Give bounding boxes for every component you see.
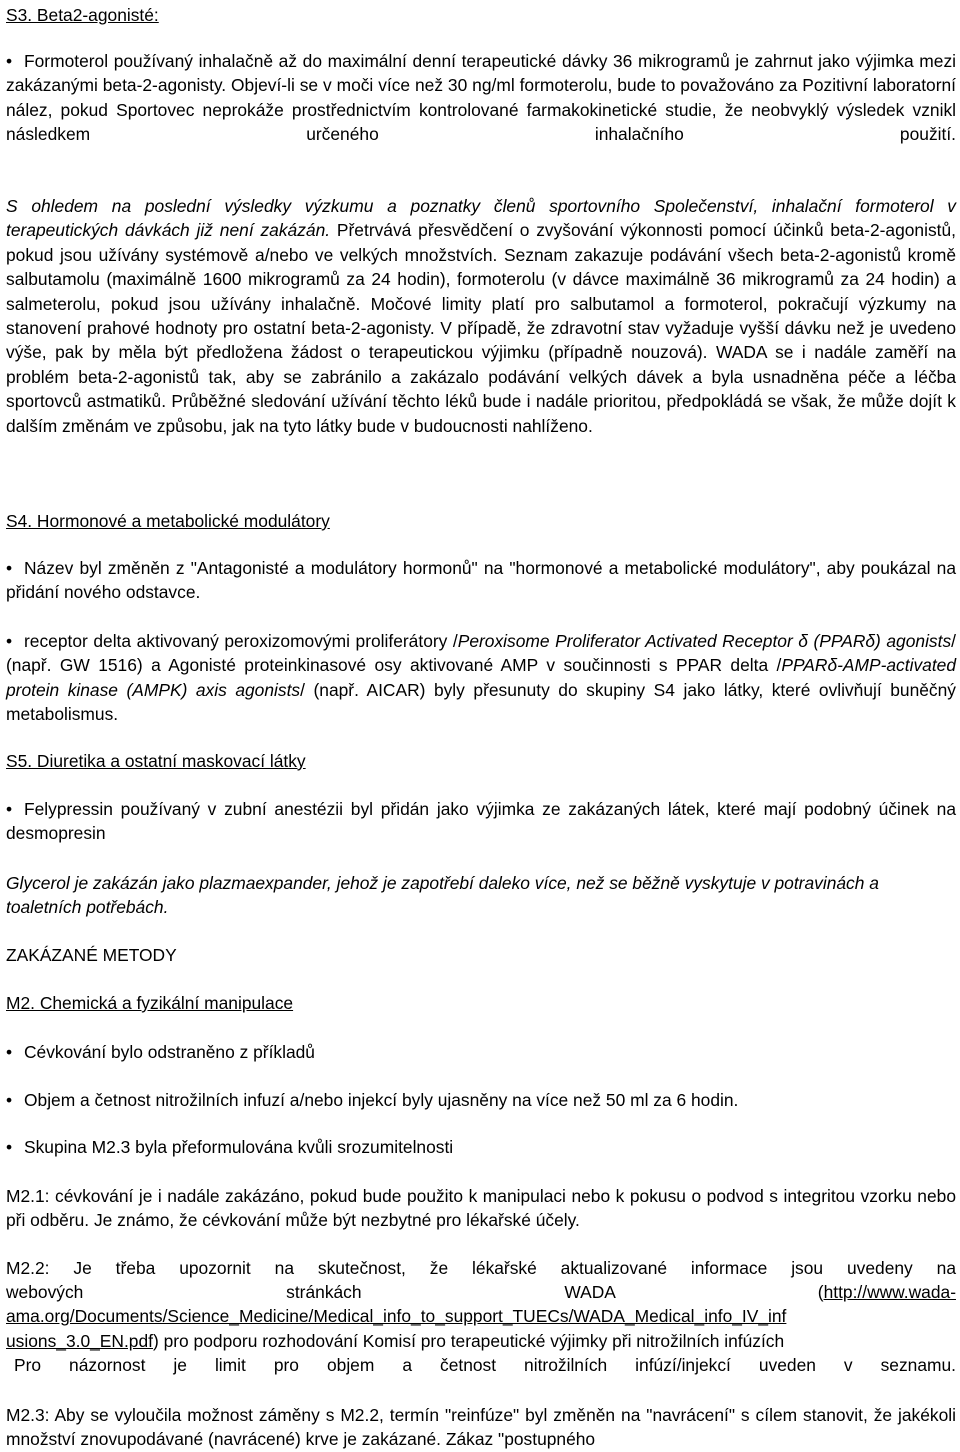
bullet-icon: • <box>6 1042 13 1062</box>
s3-bullet-text: Formoterol používaný inhalačně až do maximální denní terapeutické dávky 36 mikrogramů je zahrnut jako výjimka mezi zakázanými beta-2-agonisty. Objeví-li se v moči více než 30 ng/ml formoterolu, bude to považováno za Pozitivní laboratorní nález, pokud Sportovec neprokáže prostřednictvím kontrolované farmakokinetické studie, že neobvyklý výsledek vznikl následkem určeného inhalačního použití. <box>6 51 956 145</box>
s4-bullet-2-text-d: PPARδ-AMP-activated protein kinase (AMPK) axis agonists <box>6 655 956 700</box>
m22-line-3 <box>6 1304 956 1328</box>
methods-title <box>6 943 956 967</box>
s4-bullet-2-text-e: / (např. AICAR) byly přesunuty do skupiny S4 jako látky, které ovlivňují buněčný metabolismus. <box>6 679 956 725</box>
heading-text: M2. Chemická a fyzikální manipulace <box>6 993 294 1013</box>
m22-line-1 <box>6 1256 956 1280</box>
heading-text: S4. Hormonové a metabolické modulátory <box>6 511 330 531</box>
s4-bullet-1 <box>6 556 956 605</box>
wada-link-part-2[interactable]: ama.org/Documents/Science_Medicine/Medical_info_to_support_TUECs/WADA_Medical_info_IV_inf <box>6 1306 787 1326</box>
wada-link-part-1[interactable]: http://www.wada- <box>823 1282 956 1302</box>
m22-line-5 <box>14 1353 956 1377</box>
m22-line-5-text: Pro názornost je limit pro objem a četnost nitrožilních infúzí/injekcí uveden v seznamu. <box>14 1355 956 1375</box>
bullet-icon: • <box>6 631 13 651</box>
m2-bullet-2-text: Objem a četnost nitrožilních infuzí a/nebo injekcí byly ujasněny na více než 50 ml za 6 hodin. <box>24 1090 739 1110</box>
m21-paragraph <box>6 1184 956 1233</box>
m2-bullet-3 <box>6 1135 956 1159</box>
s3-bullet <box>6 49 956 147</box>
bullet-icon: • <box>6 799 13 819</box>
s5-bullet <box>6 797 956 846</box>
s3-paragraph-text: Přetrvává přesvědčení o zvyšování výkonnosti pomocí účinků beta-2-agonistů, pokud jsou užívány systémově a/nebo ve velkých množstvích. Seznam zakazuje podávání všech beta-2-agonistů kromě salbutamolu (maximálně 1600 mikrogramů za 24 hodin), formoterolu (v dávce maximálně 36 mikrogramů za 24 hodin) a salmeterolu, pokud jsou užívány inhalačně. Močové limity platí pro salbutamol a formoterol, pokračují výzkumy na stanovení prahové hodnoty pro ostatní beta-2-agonisty. V případě, že zdravotní stav vyžaduje vyšší dávku než je uvedeno výše, pak by měla být předložena žádost o terapeutickou výjimku (případně nouzová). WADA se i nadále zaměří na problém beta-2-agonistů tak, aby se zabránilo a zakázalo podávání velkých dávek a byla usnadněna péče a léčba sportovců astmatiků. Průběžné sledování užívání těchto léků bude i nadále prioritou, předpokládá se však, že může dojít k dalším změnám ve způsobu, jak na tyto látky bude v budoucnosti nahlíženo. <box>6 220 956 436</box>
section-heading-s3 <box>6 3 956 27</box>
section-heading-m2 <box>6 991 956 1015</box>
s4-bullet-1-text: Název byl změněn z "Antagonisté a modulátory hormonů" na "hormonové a metabolické modulátory", aby poukázal na přidání nového odstavce. <box>6 558 956 603</box>
m23-paragraph <box>6 1403 956 1452</box>
m22-line-2 <box>6 1280 956 1304</box>
bullet-icon: • <box>6 558 13 578</box>
m22-line-4-text: ) pro podporu rozhodování Komisí pro terapeutické výjimky při nitrožilních infúzích <box>152 1331 785 1351</box>
section-heading-s5 <box>6 749 956 773</box>
section-heading-s4 <box>6 509 956 533</box>
m22-line-1-text: M2.2: Je třeba upozornit na skutečnost, že lékařské aktualizované informace jsou uvedeny na <box>6 1258 956 1278</box>
m21-text: M2.1: cévkování je i nadále zakázáno, pokud bude použito k manipulaci nebo k pokusu o podvod s integritou vzorku nebo při odběru. Je známo, že cévkování může být nezbytné pro lékařské účely. <box>6 1186 956 1231</box>
s3-paragraph-italic: S ohledem na poslední výsledky výzkumu a poznatky členů sportovního Společenství, inhalační formoterol v terapeutických dávkách již není zakázán. <box>6 196 956 241</box>
heading-text: S5. Diuretika a ostatní maskovací látky <box>6 751 306 771</box>
m2-bullet-2 <box>6 1088 956 1112</box>
m22-line-2-text-a: webových stránkách WADA <box>6 1282 615 1302</box>
m2-bullet-1 <box>6 1040 956 1064</box>
s4-bullet-2-text-c: / (např. GW 1516) a Agonisté proteinkinasové osy aktivované AMP v součinnosti s PPAR delta / <box>6 631 956 676</box>
m2-bullet-1-text: Cévkování bylo odstraněno z příkladů <box>24 1042 315 1062</box>
s4-bullet-2-text-a: receptor delta aktivovaný peroxizomovými proliferátory / <box>24 631 458 651</box>
methods-title-text: ZAKÁZANÉ METODY <box>6 945 177 965</box>
s5-paragraph <box>6 871 956 920</box>
m22-line-4 <box>6 1329 956 1353</box>
bullet-icon: • <box>6 1137 13 1157</box>
m22-line-2-text-b: ( <box>817 1282 824 1302</box>
heading-text: S3. Beta2-agonisté: <box>6 5 159 25</box>
bullet-icon: • <box>6 1090 13 1110</box>
m2-bullet-3-text: Skupina M2.3 byla přeformulována kvůli srozumitelnosti <box>24 1137 454 1157</box>
s4-bullet-2 <box>6 629 956 727</box>
s5-paragraph-text: Glycerol je zakázán jako plazmaexpander, jehož je zapotřebí daleko více, než se běžně vyskytuje v potravinách a toaletních potřebách. <box>6 873 879 918</box>
s3-paragraph <box>6 194 956 438</box>
s5-bullet-text: Felypressin používaný v zubní anestézii byl přidán jako výjimka ze zakázaných látek, které mají podobný účinek na desmopresin <box>6 799 956 844</box>
bullet-icon: • <box>6 51 13 71</box>
m23-text: M2.3: Aby se vyloučila možnost záměny s M2.2, termín "reinfúze" byl změněn na "navrácení" s cílem stanovit, že jakékoli množství znovupodávané (navrácené) krve je zakázané. Zákaz "postupného <box>6 1405 956 1450</box>
wada-link-part-3[interactable]: usions_3.0_EN.pdf <box>6 1331 153 1351</box>
s4-bullet-2-text-b: Peroxisome Proliferator Activated Receptor δ (PPARδ) agonists <box>457 631 952 651</box>
